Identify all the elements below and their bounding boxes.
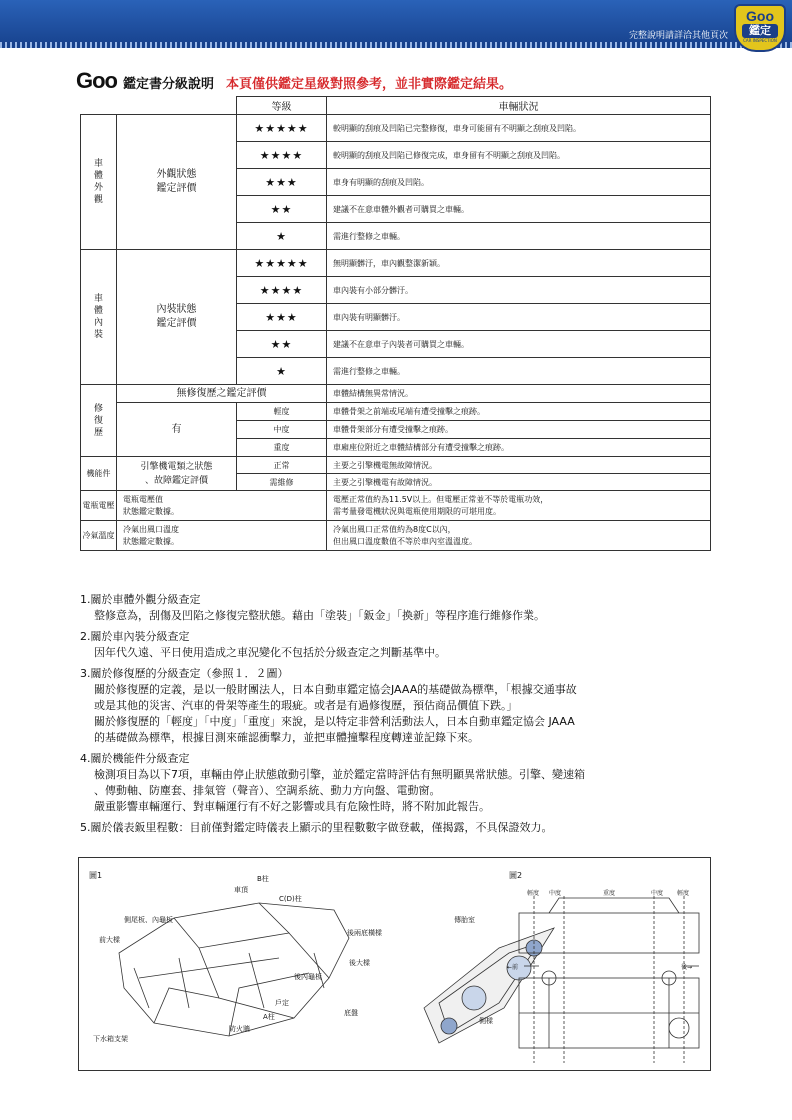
figure-drawings <box>79 858 712 1072</box>
status-desc: 較明顯的刮痕及凹陷已修復完成，車身留有不明顯之刮痕及凹陷。 <box>327 142 711 169</box>
status-desc: 主要之引擎機電有故障情況。 <box>327 474 711 491</box>
star-rating: ★★ <box>237 196 327 223</box>
star-rating: ★★★★★ <box>237 115 327 142</box>
fig2-label: 輕度 <box>677 890 690 897</box>
fig1-label: 側尾板、內龜板 <box>124 916 173 924</box>
chassis-label: 側樑 <box>479 1017 493 1025</box>
function-level: 需維修 <box>237 474 327 491</box>
figure-box <box>78 857 711 1071</box>
fig1-title: 圖1 <box>89 871 103 880</box>
function-category: 引擎機電類之狀態 、故障鑑定評價 <box>117 457 237 491</box>
status-desc: 車體骨架部分有遭受撞擊之痕跡。 <box>327 421 711 439</box>
chassis-label: 後兩底橫樑 <box>347 929 382 937</box>
heading-brand: Goo <box>76 68 117 93</box>
page-title: 鑑定書分級說明 <box>123 77 215 92</box>
star-rating: ★★ <box>237 331 327 358</box>
repair-level: 重度 <box>237 439 327 457</box>
note-body: 、傳動軸、防塵套、排氣管（聲音）、空調系統、動力方向盤、電動窗。 <box>94 784 441 797</box>
section-function: 機能件 <box>81 457 117 491</box>
section-aircon: 冷氣溫度 <box>81 521 117 551</box>
note-body: 整修意為，刮傷及凹陷之修復完整狀態。藉由「塗裝」「鈑金」「換新」等程序進行維修作業。 <box>94 609 545 622</box>
status-desc: 車體骨架之前端或尾端有遭受撞擊之痕跡。 <box>327 403 711 421</box>
chassis-label: 傳胎室 <box>454 916 475 924</box>
fig1-label: 下水箱支架 <box>93 1035 128 1043</box>
repair-has-label: 有 <box>117 403 237 457</box>
note-item <box>80 751 720 815</box>
fig1-label: B柱 <box>257 875 269 883</box>
note-item <box>80 629 720 661</box>
note-item <box>80 666 720 746</box>
fig2-title: 圖2 <box>509 871 523 880</box>
page-heading <box>76 68 512 94</box>
damage-zone-diagram <box>519 896 699 1063</box>
fig1-label: 車頂 <box>234 886 248 894</box>
star-rating: ★★★★ <box>237 277 327 304</box>
note-item <box>80 820 720 836</box>
note-title: 2.關於車內裝分級查定 <box>80 630 190 643</box>
note-body: 因年代久遠、平日使用造成之車況變化不包括於分級查定之判斷基準中。 <box>94 646 446 659</box>
fig1-label: 後內龜板 <box>294 973 322 981</box>
section-exterior: 車體外觀 <box>81 115 117 250</box>
star-rating: ★ <box>237 358 327 385</box>
logo-kanji: 鑑定 <box>742 24 778 38</box>
status-desc: 無明顯髒汙，車內觀整潔新穎。 <box>327 250 711 277</box>
notes-section <box>80 592 720 841</box>
fig2-label: 重度 <box>603 890 616 897</box>
note-title: 3.關於修復歷的分級查定（參照１．２圖） <box>80 667 289 680</box>
status-desc: 車內裝有明顯髒汙。 <box>327 304 711 331</box>
battery-desc: 電壓正常值約為11.5V以上。但電壓正常並不等於電瓶功效， 需考量發電機狀況與電瓶使用期限的可堪用度。 <box>327 491 711 521</box>
status-desc: 主要之引擎機電無故障情況。 <box>327 457 711 474</box>
note-body: 關於修復歷的「輕度」「中度」「重度」來說，是以特定非營利活動法人，日本自動車鑑定協会 JAAA <box>94 715 575 728</box>
star-rating: ★★★★★ <box>237 250 327 277</box>
fig1-label: C(D)柱 <box>279 895 302 903</box>
note-title: 4.關於機能件分級查定 <box>80 752 190 765</box>
status-desc: 較明顯的刮痕及凹陷已完整修復，車身可能留有不明顯之刮痕及凹陷。 <box>327 115 711 142</box>
section-interior: 車體內裝 <box>81 250 117 385</box>
fig1-label: 戶定 <box>275 999 289 1007</box>
fig2-label: 中度 <box>651 890 664 897</box>
goo-logo <box>734 4 786 52</box>
fig1-label: A柱 <box>263 1013 275 1021</box>
note-body: 的基礎做為標準，根據目測來確認衝擊力，並把車體撞擊程度轉達並記錄下來。 <box>94 731 479 744</box>
status-desc: 建議不在意車體外觀者可購買之車輛。 <box>327 196 711 223</box>
status-desc: 需進行整修之車輛。 <box>327 223 711 250</box>
repair-none-desc: 車體結構無異常情況。 <box>327 385 711 403</box>
section-battery: 電瓶電壓 <box>81 491 117 521</box>
function-level: 正常 <box>237 457 327 474</box>
repair-none-label: 無修復歷之鑑定評價 <box>117 385 327 403</box>
interior-category: 內裝狀態 鑑定評價 <box>117 250 237 385</box>
section-repair: 修復歷 <box>81 385 117 457</box>
note-item <box>80 592 720 624</box>
status-desc: 車身有明顯的刮痕及凹陷。 <box>327 169 711 196</box>
fig2-label: 中度 <box>549 890 562 897</box>
col-status: 車輛狀況 <box>327 97 711 115</box>
aircon-desc: 冷氣出風口正常值約為8度C以內， 但出風口溫度數值不等於車內室溫溫度。 <box>327 521 711 551</box>
star-rating: ★★★ <box>237 169 327 196</box>
star-rating: ★★★ <box>237 304 327 331</box>
col-grade: 等級 <box>237 97 327 115</box>
note-body: 嚴重影響車輛運行、對車輛運行有不好之影響或具有危險性時，將不附加此報告。 <box>94 800 490 813</box>
logo-sub: CAR INSPECTION <box>743 38 777 43</box>
note-body: 關於修復歷的定義，是以一般財團法人，日本自動車鑑定協会JAAA的基礎做為標準，「根據交通事故 <box>94 683 577 696</box>
star-rating: ★★★★ <box>237 142 327 169</box>
grade-table <box>80 96 711 551</box>
chassis-label: 後大樑 <box>349 959 370 967</box>
exterior-category: 外觀狀態 鑑定評價 <box>117 115 237 250</box>
note-body: 或是其他的災害、汽車的骨架等產生的瑕疵。或者是有過修復歷，預估商品價值下跌。」 <box>94 699 518 712</box>
note-body: 檢測項目為以下7項，車輛由停止狀態啟動引擎，並於鑑定當時評估有無明顯異常狀態。引擎、變速箱 <box>94 768 585 781</box>
status-desc: 建議不在意車子內裝者可購買之車輛。 <box>327 331 711 358</box>
logo-brand: Goo <box>746 8 774 24</box>
status-desc: 車內裝有小部分髒汙。 <box>327 277 711 304</box>
note-title: 1.關於車體外觀分級查定 <box>80 593 201 606</box>
fig2-label: 輕度 <box>527 890 540 897</box>
page-warning: 本頁僅供鑑定星級對照參考，並非實際鑑定結果。 <box>226 77 513 92</box>
fig2-label: ←前 <box>507 964 519 971</box>
aircon-category: 冷氣出風口溫度 狀態鑑定數據。 <box>117 521 327 551</box>
fig1-label: 防火牆 <box>229 1025 250 1033</box>
status-desc: 需進行整修之車輛。 <box>327 358 711 385</box>
battery-category: 電瓶電壓值 狀態鑑定數據。 <box>117 491 327 521</box>
note-title: 5.關於儀表鈑里程數：目前僅對鑑定時儀表上顯示的里程數數字做登載，僅揭露，不具保證效力。 <box>80 821 553 834</box>
status-desc: 車廂座位附近之車體結構部分有遭受撞擊之痕跡。 <box>327 439 711 457</box>
fig2-label: 後→ <box>681 964 693 971</box>
repair-level: 中度 <box>237 421 327 439</box>
chassis-label: 底盤 <box>344 1009 358 1017</box>
top-note: 完整說明請詳洽其他頁次 <box>628 31 728 41</box>
star-rating: ★ <box>237 223 327 250</box>
repair-level: 輕度 <box>237 403 327 421</box>
fig1-label: 前大樑 <box>99 936 120 944</box>
